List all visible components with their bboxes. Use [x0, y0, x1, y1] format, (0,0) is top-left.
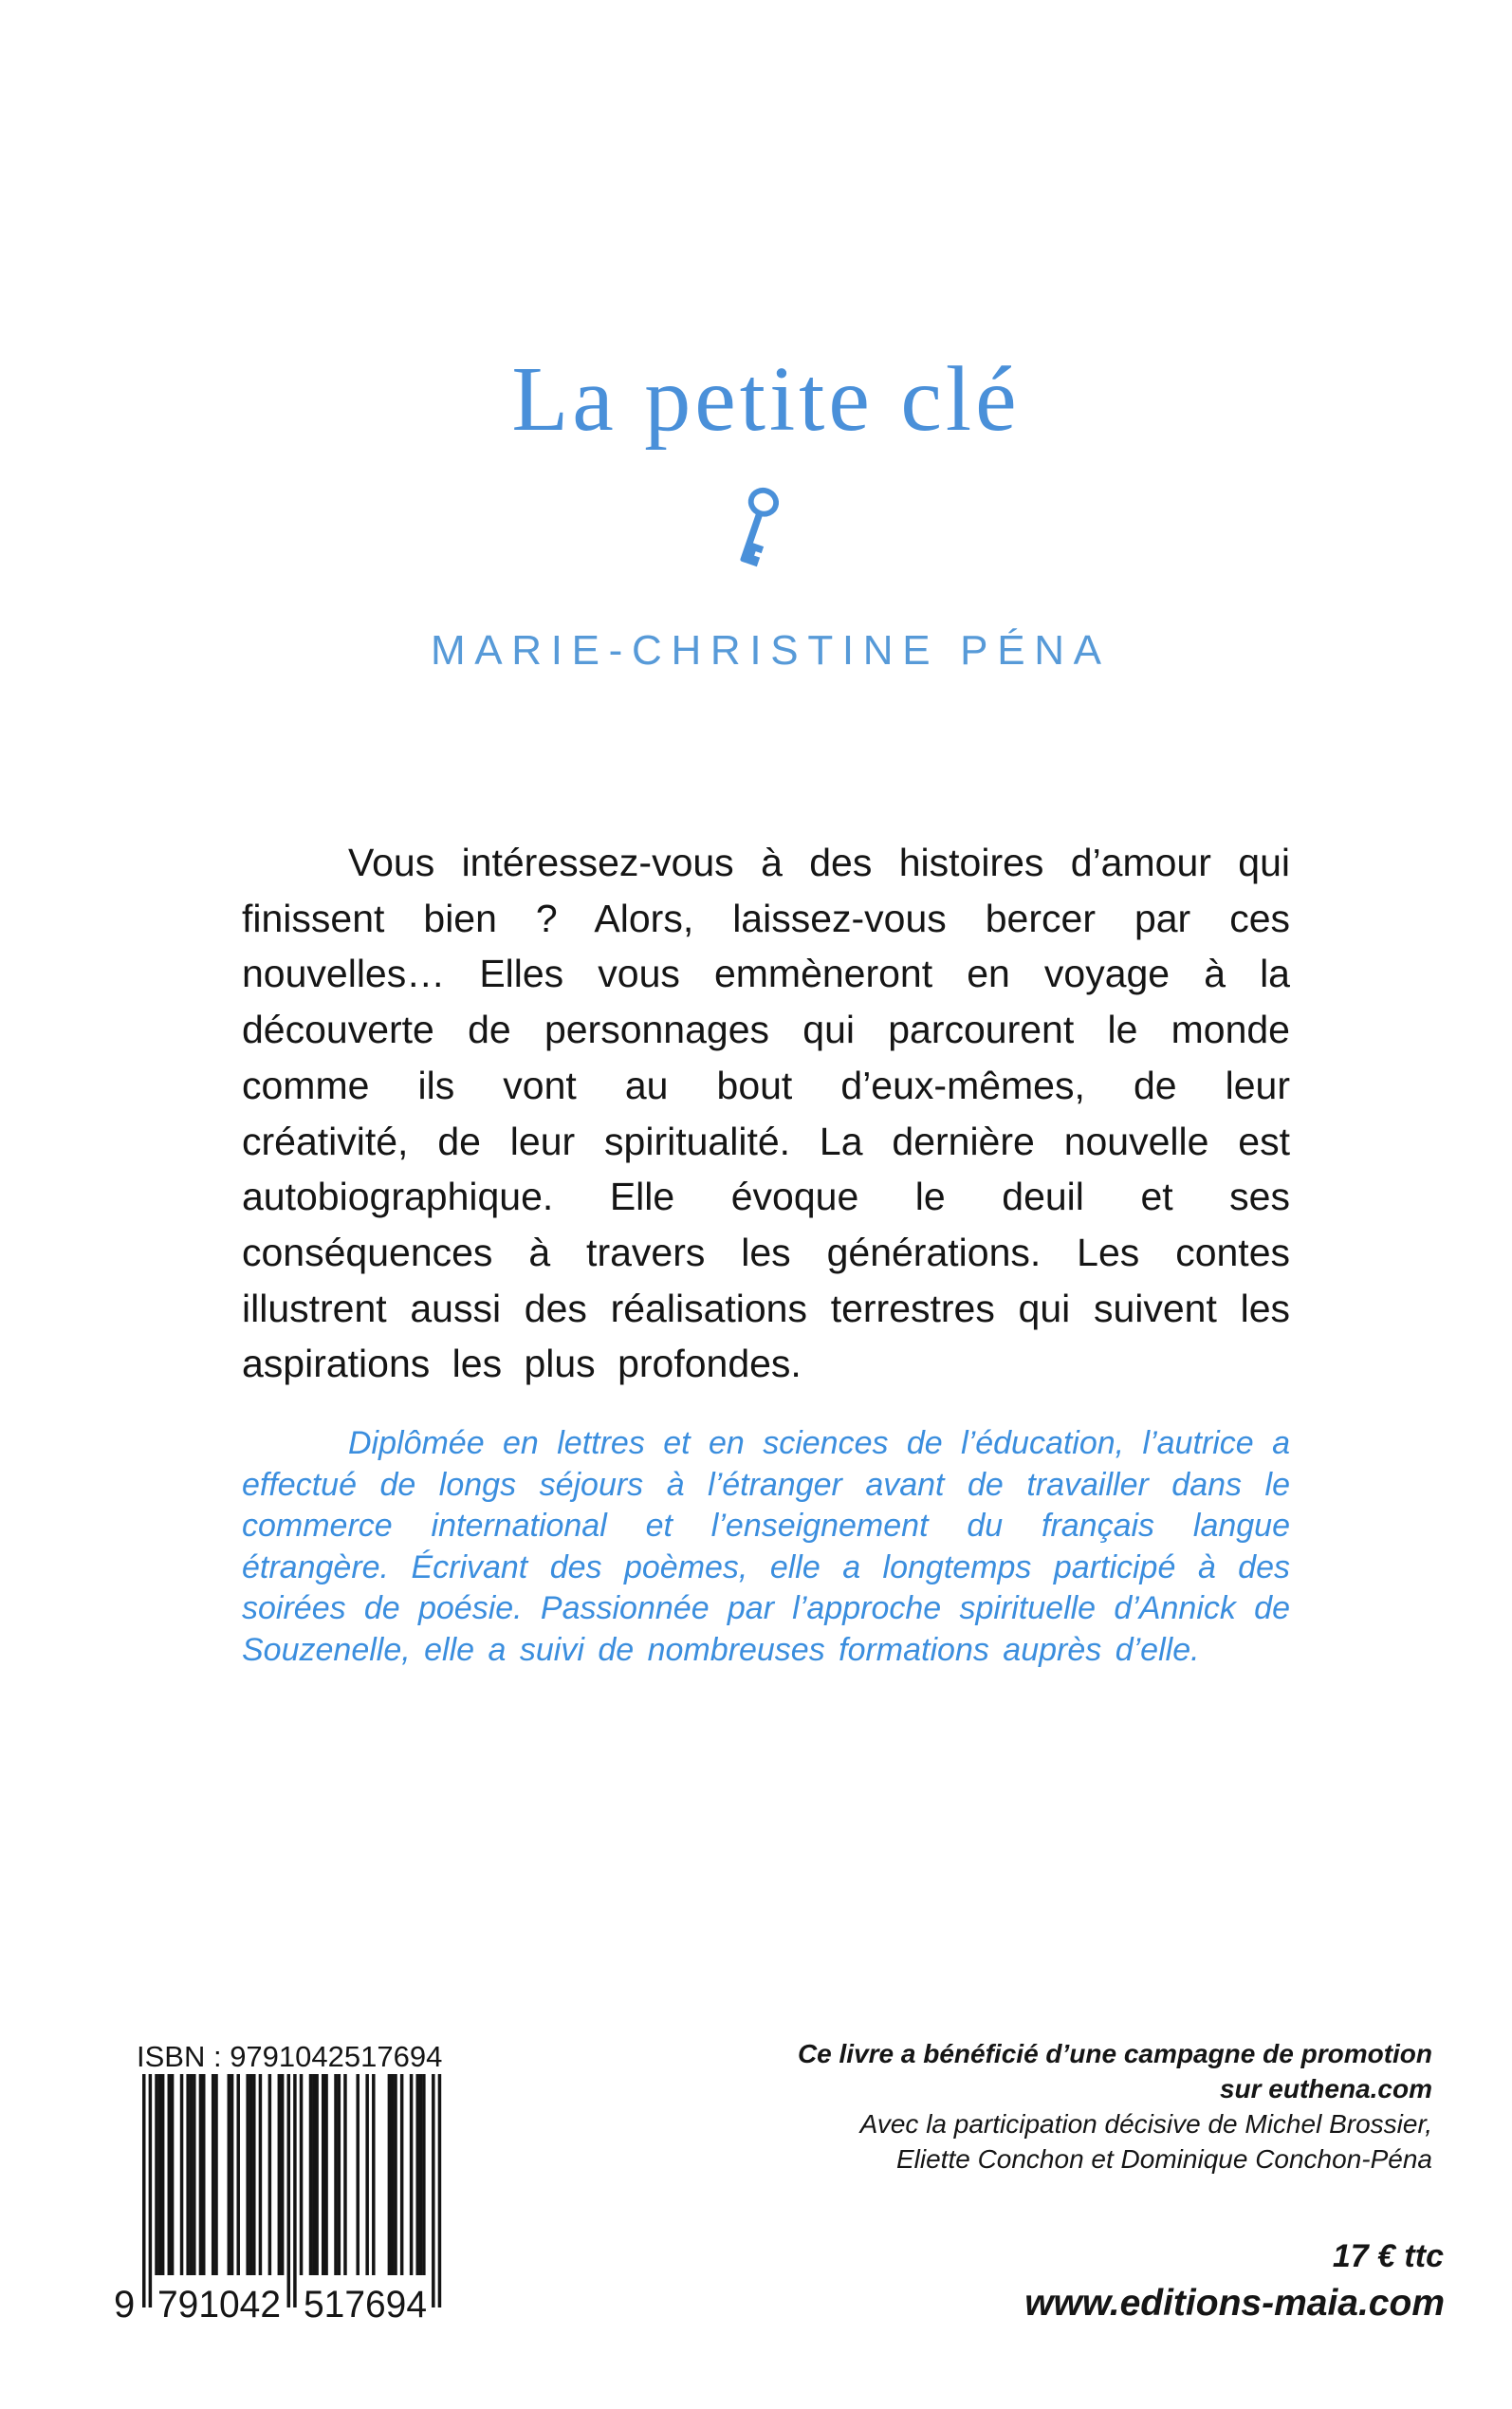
author-name: MARIE-CHRISTINE PÉNA — [430, 627, 1111, 674]
barcode — [112, 2074, 444, 2325]
barcode-digits-left: 791042 — [157, 2284, 281, 2325]
promotion-line: Ce livre a bénéficié d’une campagne de promotion — [797, 2039, 1432, 2068]
promotion-text — [798, 2036, 1432, 2177]
synopsis-text: Vous intéressez-vous à des histoires d’amour qui finissent bien ? Alors, laissez-vous bercer par ces nouvelles… Elles vous emmèneront en voyage à la découverte de personnages qui parcourent le monde comme ils vont au bout d’eux-mêmes, de leur créativité, de leur spiritualité. La dernière nouvelle est autobiographique. Elle évoque le deuil et ses conséquences à travers les générations. Les contes illustrent aussi des réalisations terrestres qui suivent les aspirations les plus profondes. — [242, 841, 1290, 1386]
author-bio-text: Diplômée en lettres et en sciences de l’éducation, l’autrice a effectué de longs séjours à l’étranger avant de travailler dans le commerce international et l’enseignement du français langue étrangère. Écrivant des poèmes, elle a longtemps participé à des soirées de poésie. Passionnée par l’approche spirituelle d’Annick de Souzenelle, elle a suivi de nombreuses formations auprès d’elle. — [242, 1425, 1290, 1668]
barcode-bars — [142, 2074, 441, 2307]
book-title: La petite clé — [511, 348, 1021, 451]
price-label: 17 € ttc — [1332, 2238, 1444, 2274]
publisher-website: www.editions-maia.com — [1024, 2283, 1445, 2324]
barcode-digits-right: 517694 — [304, 2284, 427, 2325]
promotion-line: sur euthena.com — [1219, 2074, 1432, 2103]
key-icon — [716, 481, 789, 584]
promotion-line: Eliette Conchon et Dominique Conchon-Péna — [895, 2144, 1432, 2174]
barcode-digit-lead: 9 — [114, 2284, 136, 2325]
promotion-line: Avec la participation décisive de Michel Brossier, — [859, 2109, 1432, 2139]
isbn-label: ISBN : 9791042517694 — [137, 2040, 443, 2073]
